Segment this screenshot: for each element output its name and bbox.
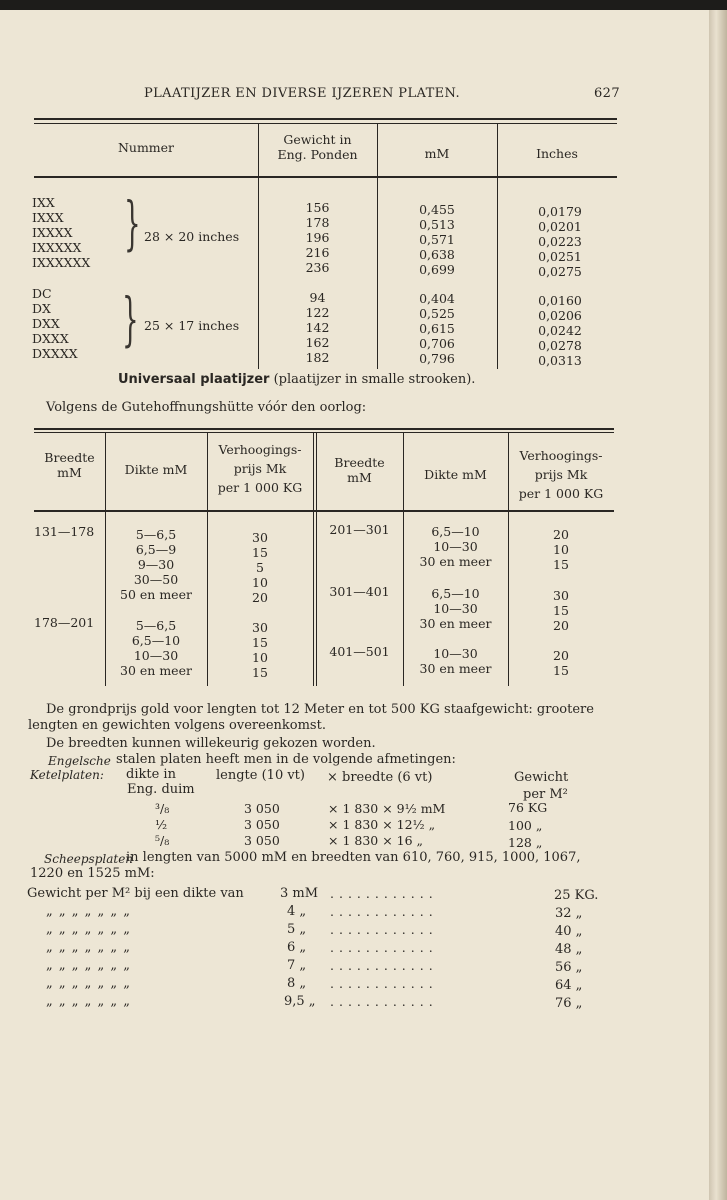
ketel-breedte: × 1 830 × 12½ „ [328, 817, 436, 832]
prijs-value: 20 [252, 590, 268, 605]
header-breedte-left [34, 450, 105, 480]
book-page-edge [709, 10, 727, 1200]
paragraph-breedten: De breedten kunnen willekeurig gekozen worden. [46, 736, 376, 751]
mm-value: 0,571 [419, 232, 455, 247]
group1-mm [377, 202, 497, 277]
dikte-value: 6,5—10 [431, 586, 480, 601]
right-group3-prijs [508, 648, 614, 678]
prijs-value: 10 [252, 650, 268, 665]
weight-value: 182 [305, 350, 330, 365]
group2-weights [258, 290, 377, 365]
section-subheading: Volgens de Gutehoffnungshütte vóór den oorlog: [46, 400, 367, 415]
left-group1-dikte [105, 527, 207, 602]
table-rule [34, 432, 614, 433]
header-breedte-line2: mM [347, 470, 372, 485]
plate-name: DXXXX [32, 346, 78, 361]
plate-name: IXXXXX [32, 240, 82, 255]
ketel-gewicht: 76 KG [508, 800, 548, 815]
prijs-value: 15 [553, 603, 569, 618]
prijs-value: 30 [553, 588, 569, 603]
inch-value: 0,0160 [538, 293, 582, 308]
header-breedte-right [316, 455, 403, 485]
ketel-breedte: × 1 830 × 9½ mM [328, 801, 446, 816]
header-verh-line2: prijs Mk [534, 467, 588, 482]
dikte-value: 9—30 [137, 557, 175, 572]
scheeps-gewicht: 76 „ [555, 996, 583, 1011]
header-verhoogings-left [207, 440, 313, 497]
right-group1-prijs [508, 527, 614, 572]
prijs-value: 5 [256, 560, 264, 575]
scheeps-gewicht: 32 „ [555, 906, 583, 921]
header-dikte-right: Dikte mM [424, 467, 487, 482]
right-group1-dikte [403, 524, 508, 569]
header-verh-line1: Verhoogings- [519, 448, 603, 463]
scheeps-gewicht: 48 „ [555, 942, 583, 957]
header-dikte-left: Dikte mM [124, 462, 188, 477]
header-verhoogings-right [508, 446, 614, 503]
inch-value: 0,0179 [538, 204, 582, 219]
inch-value: 0,0201 [538, 219, 582, 234]
plate-name: IXX [32, 195, 55, 210]
dikte-value: 6,5—9 [135, 542, 177, 557]
scheeps-dikte: 9,5 „ [284, 994, 316, 1009]
col-breedte: × breedte (6 vt) [327, 770, 433, 785]
header-nummer: Nummer [117, 140, 175, 155]
plate-name: IXXXX [32, 225, 73, 240]
scheeps-ditto: „ „ „ „ „ „ „ [46, 958, 130, 973]
ketel-dikte: ⁵/₈ [155, 833, 170, 848]
ketel-lengte: 3 050 [244, 817, 280, 832]
dikte-value: 10—30 [133, 648, 179, 663]
dikte-value: 30 en meer [419, 661, 492, 676]
scheeps-gewicht: 40 „ [555, 924, 583, 939]
header-inches: Inches [536, 146, 578, 161]
header-verh-line1: Verhoogings- [218, 442, 302, 457]
prijs-value: 30 [252, 620, 268, 635]
dikte-value: 30 en meer [120, 663, 192, 678]
section-heading-rest: (plaatijzer in smalle strooken). [273, 372, 476, 387]
group1-weights [258, 200, 377, 275]
brace-icon: } [122, 285, 139, 353]
header-verh-line2: prijs Mk [233, 461, 287, 476]
table-rule [34, 510, 614, 512]
left-group1-prijs [207, 530, 313, 605]
leader-dots: ............ [330, 976, 438, 991]
col-dikte: dikte in [126, 767, 176, 782]
paragraph-grondprijs-line2: lengten en gewichten volgens overeenkomst. [28, 718, 326, 733]
mm-value: 0,513 [419, 217, 455, 232]
group1-inches [500, 204, 620, 279]
scheeps-line1: in lengten van 5000 mM en breedten van 610, 760, 915, 1000, 1067, [126, 850, 581, 865]
group2-inches [500, 293, 620, 368]
ketel-dikte: ½ [155, 817, 168, 832]
leader-dots: ............ [330, 958, 438, 973]
ketel-breedte: × 1 830 × 16 „ [328, 833, 424, 848]
mm-value: 0,796 [419, 351, 455, 366]
breedte-value: 301—401 [329, 584, 390, 599]
weight-value: 236 [305, 260, 330, 275]
scheeps-dikte: 6 „ [287, 940, 307, 955]
right-group2-prijs [508, 588, 614, 633]
breedte-value: 401—501 [329, 644, 390, 659]
page-number: 627 [594, 86, 621, 101]
dikte-value: 5—6,5 [135, 618, 177, 633]
scheeps-line2: 1220 en 1525 mM: [30, 866, 155, 881]
dikte-value: 10—30 [433, 601, 478, 616]
ketel-lengte: 3 050 [244, 801, 280, 816]
dikte-value: 50 en meer [120, 587, 192, 602]
inch-value: 0,0275 [538, 264, 582, 279]
weight-value: 162 [305, 335, 330, 350]
header-gewicht [258, 132, 377, 162]
col-gewicht: Gewicht [514, 770, 569, 785]
ketel-gewicht: 128 „ [508, 835, 543, 850]
mm-value: 0,699 [419, 262, 455, 277]
scheeps-ditto: „ „ „ „ „ „ „ [46, 976, 130, 991]
scheeps-ditto: „ „ „ „ „ „ „ [46, 922, 130, 937]
prijs-value: 15 [553, 557, 569, 572]
plate-name: DXXX [32, 331, 69, 346]
weight-value: 122 [305, 305, 330, 320]
scheeps-dikte: 3 mM [280, 886, 319, 901]
breedte-value: 178—201 [34, 615, 95, 630]
table-rule [34, 176, 617, 178]
mm-value: 0,525 [419, 306, 455, 321]
column-divider [313, 433, 314, 686]
weight-value: 142 [305, 320, 330, 335]
scheeps-ditto: „ „ „ „ „ „ „ [46, 994, 130, 1009]
prijs-value: 20 [553, 527, 569, 542]
mm-value: 0,404 [419, 291, 455, 306]
weight-value: 178 [305, 215, 330, 230]
dikte-value: 30—50 [133, 572, 179, 587]
group1-names [32, 195, 90, 270]
header-breedte-line2: mM [57, 465, 82, 480]
prijs-value: 10 [553, 542, 569, 557]
mm-value: 0,638 [419, 247, 455, 262]
leader-dots: ............ [330, 994, 438, 1009]
scheeps-gewicht: 64 „ [555, 978, 583, 993]
paragraph-grondprijs-line1: De grondprijs gold voor lengten tot 12 Meter en tot 500 KG staafgewicht: grootere [46, 702, 594, 717]
prijs-value: 15 [553, 663, 569, 678]
prijs-value: 20 [553, 618, 569, 633]
col-lengte: lengte (10 vt) [216, 768, 305, 783]
left-group2-prijs [207, 620, 313, 680]
table-rule [34, 118, 617, 120]
table-rule [34, 428, 614, 430]
breedte-value: 201—301 [329, 522, 390, 537]
header-gewicht-line2: Eng. Ponden [277, 147, 358, 162]
mm-value: 0,706 [419, 336, 455, 351]
label-ketelplaten: Ketelplaten: [30, 768, 104, 782]
scheeps-gewicht: 56 „ [555, 960, 583, 975]
book-page [0, 10, 709, 1200]
header-verh-line3: per 1 000 KG [217, 480, 303, 495]
header-verh-line3: per 1 000 KG [518, 486, 604, 501]
col-gewicht-unit: per M² [523, 787, 568, 802]
prijs-value: 10 [252, 575, 268, 590]
inch-value: 0,0223 [538, 234, 582, 249]
prijs-value: 20 [553, 648, 569, 663]
weight-value: 94 [309, 290, 326, 305]
scheeps-gewicht: 25 KG. [554, 888, 599, 903]
dikte-value: 6,5—10 [131, 633, 181, 648]
weight-value: 196 [305, 230, 330, 245]
section-heading-bold: Universaal plaatijzer [118, 372, 270, 387]
header-mm: mM [424, 146, 450, 161]
right-group3-dikte [403, 646, 508, 676]
plate-name: IXXXXXX [32, 255, 91, 270]
mm-value: 0,615 [419, 321, 455, 336]
dikte-value: 30 en meer [419, 554, 492, 569]
dikte-value: 5—6,5 [135, 527, 177, 542]
group2-names [32, 286, 78, 361]
plate-name: DXX [32, 316, 60, 331]
inch-value: 0,0313 [538, 353, 582, 368]
inch-value: 0,0251 [538, 249, 582, 264]
prijs-value: 15 [252, 665, 268, 680]
right-group2-dikte [403, 586, 508, 631]
dikte-value: 10—30 [433, 646, 478, 661]
leader-dots: ............ [330, 940, 438, 955]
ketel-gewicht: 100 „ [508, 818, 543, 833]
engelsche-intro: stalen platen heeft men in de volgende afmetingen: [116, 752, 456, 767]
weight-value: 216 [305, 245, 330, 260]
weight-value: 156 [305, 200, 330, 215]
ketel-dikte: ³/₈ [155, 801, 170, 816]
header-gewicht-line1: Gewicht in [283, 132, 352, 147]
ketel-lengte: 3 050 [244, 833, 280, 848]
plate-name: DC [32, 286, 52, 301]
header-breedte-line1: Breedte [334, 455, 385, 470]
leader-dots: ............ [330, 886, 438, 901]
header-breedte-line1: Breedte [44, 450, 95, 465]
mm-value: 0,455 [419, 202, 455, 217]
scheeps-dikte: 8 „ [287, 976, 307, 991]
dikte-value: 6,5—10 [431, 524, 480, 539]
dikte-value: 10—30 [433, 539, 478, 554]
scheeps-prefix: Gewicht per M² bij een dikte van [27, 886, 244, 901]
leader-dots: ............ [330, 904, 438, 919]
inch-value: 0,0242 [538, 323, 582, 338]
scheeps-ditto: „ „ „ „ „ „ „ [46, 940, 130, 955]
scheeps-dikte: 7 „ [287, 958, 307, 973]
col-dikte-unit: Eng. duim [127, 782, 195, 797]
group2-size: 25 × 17 inches [144, 318, 240, 333]
inch-value: 0,0206 [538, 308, 582, 323]
prijs-value: 15 [252, 545, 268, 560]
section-heading [118, 372, 475, 387]
group2-mm [377, 291, 497, 366]
plate-name: IXXX [32, 210, 64, 225]
scheeps-ditto: „ „ „ „ „ „ „ [46, 904, 130, 919]
leader-dots: ............ [330, 922, 438, 937]
scheeps-dikte: 5 „ [287, 922, 307, 937]
prijs-value: 30 [252, 530, 268, 545]
plate-name: DX [32, 301, 51, 316]
breedte-value: 131—178 [34, 524, 95, 539]
scheeps-dikte: 4 „ [287, 904, 307, 919]
brace-icon: } [124, 189, 141, 257]
page-title: PLAATIJZER EN DIVERSE IJZEREN PLATEN. [144, 86, 461, 101]
table-rule [34, 123, 617, 124]
dikte-value: 30 en meer [419, 616, 492, 631]
left-group2-dikte [105, 618, 207, 678]
prijs-value: 15 [252, 635, 268, 650]
inch-value: 0,0278 [538, 338, 582, 353]
label-scheepsplaten: Scheepsplaten [44, 852, 134, 866]
label-engelsche: Engelsche [48, 754, 111, 768]
group1-size: 28 × 20 inches [144, 229, 240, 244]
